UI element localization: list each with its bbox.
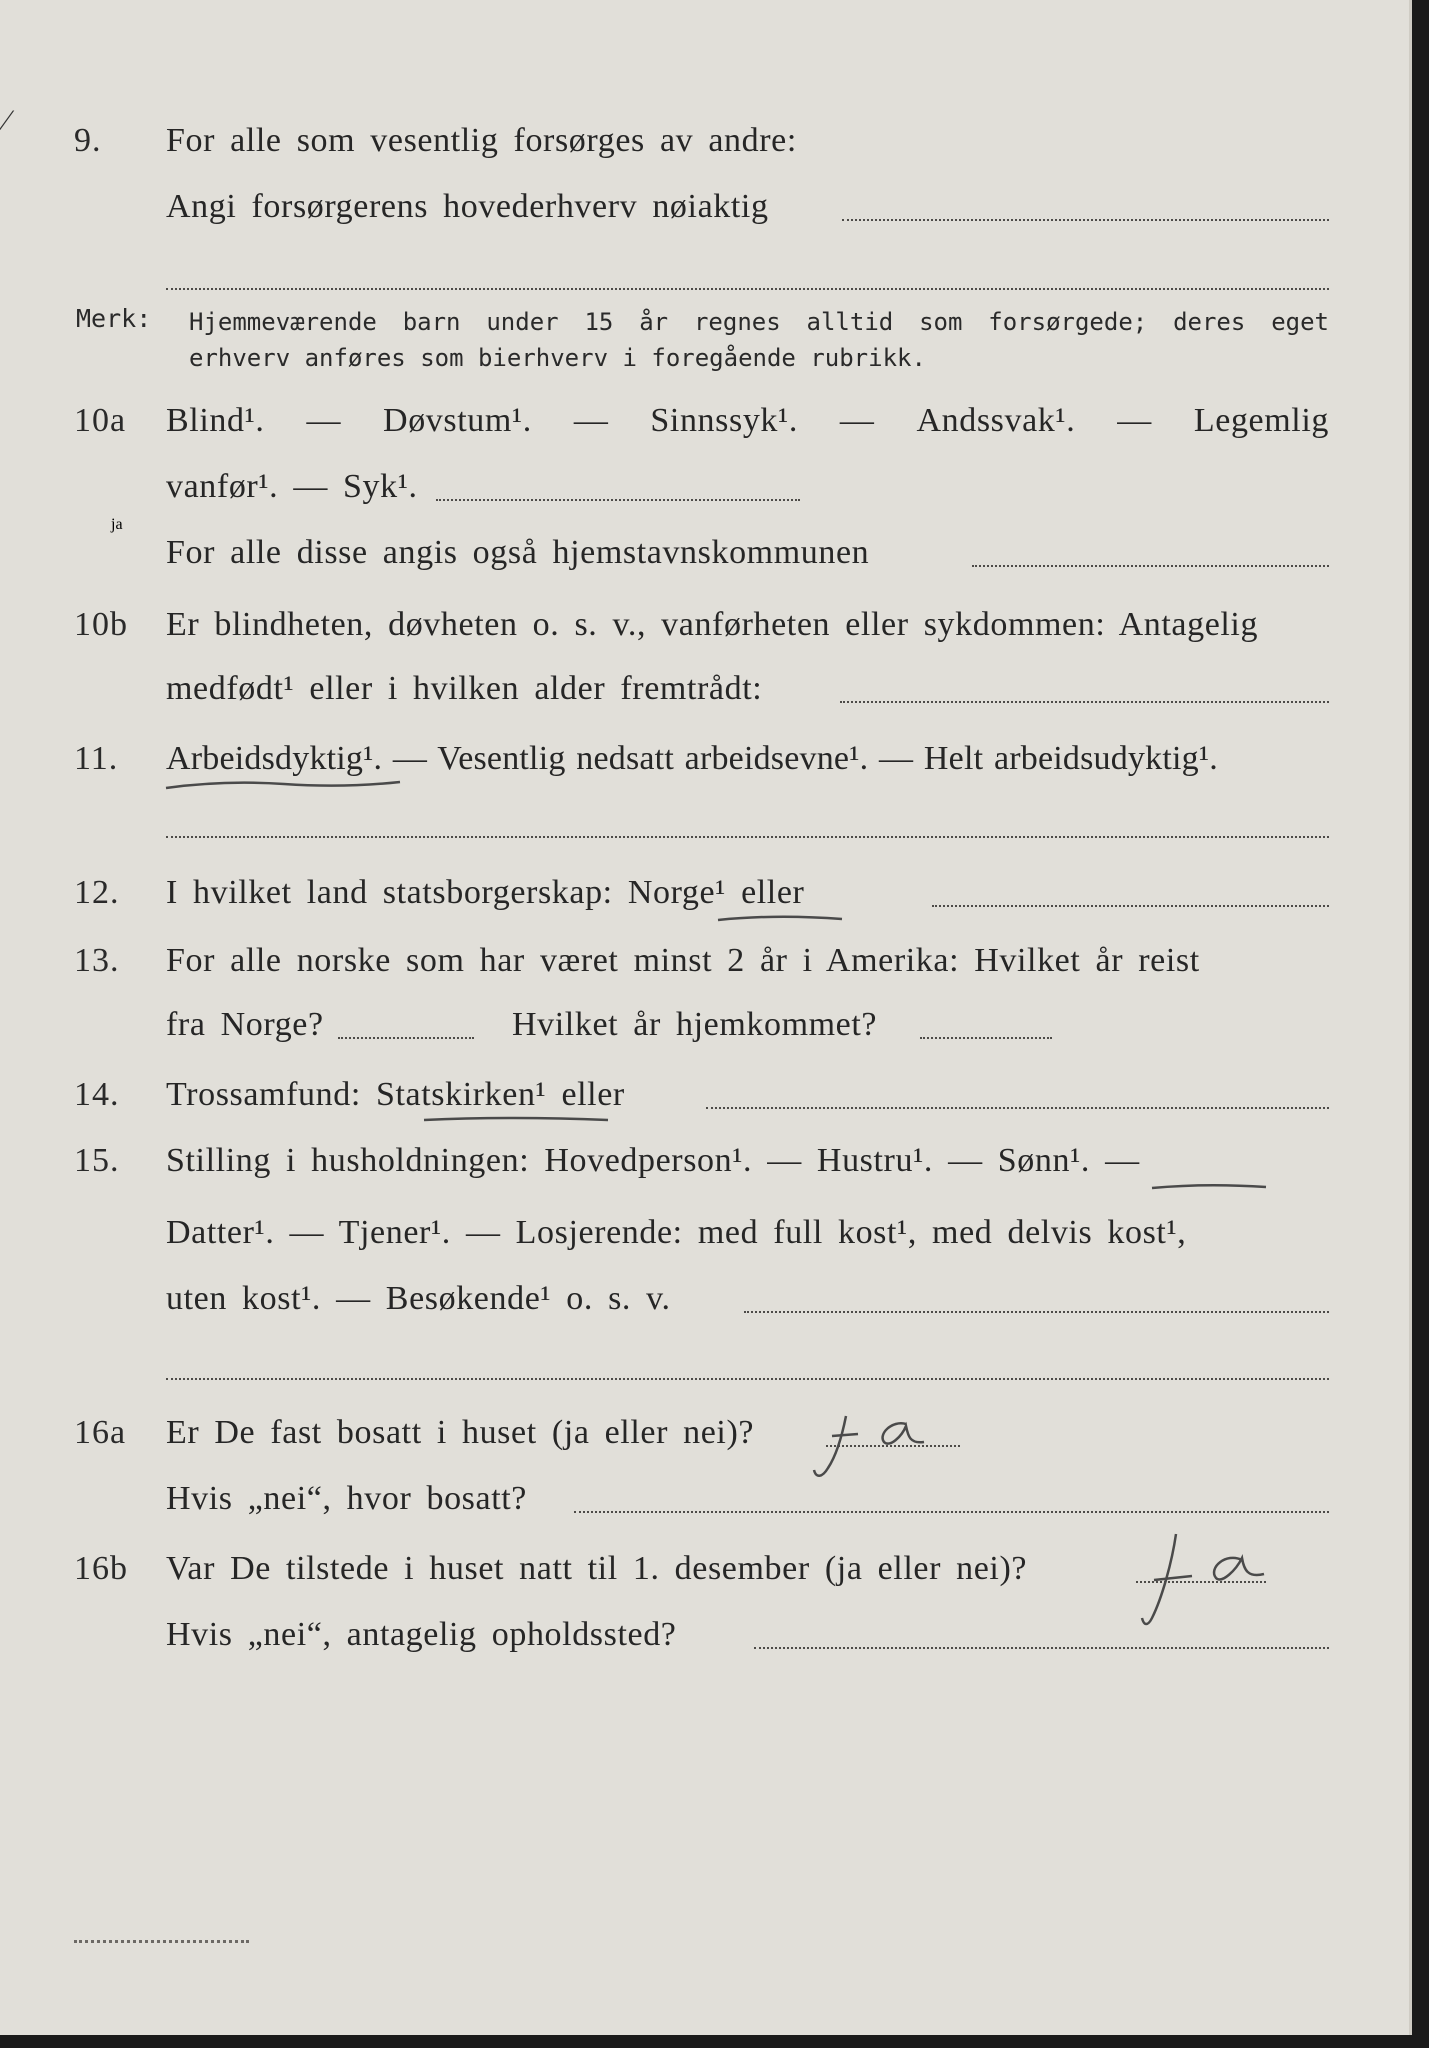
q16a-number: 16a	[74, 1414, 127, 1451]
q16a-text: Er De fast bosatt i huset (ja eller nei)?	[166, 1414, 755, 1451]
q13-number: 13.	[74, 942, 120, 979]
q10a-vanfor-syk[interactable]: vanfør¹. — Syk¹.	[166, 468, 418, 505]
q13-text: For alle norske som har været minst 2 år i Amerika: Hvilket år reist	[166, 942, 1200, 979]
q12-text: I hvilket land statsborgerskap: Norge¹ eller	[166, 874, 805, 911]
q16b-answer-text: ja	[111, 516, 123, 533]
q10b-number: 10b	[74, 606, 128, 643]
q9-number: 9.	[74, 122, 102, 159]
q15-options-3[interactable]: uten kost¹. — Besøkende¹ o. s. v.	[166, 1280, 671, 1317]
q10b-line1	[0, 606, 1409, 646]
q9-answer-field[interactable]	[842, 219, 1329, 221]
q9-text: For alle som vesentlig forsørges av andre:	[166, 122, 797, 159]
margin-mark: ⁄	[4, 104, 10, 137]
q16b-line2	[0, 1616, 1409, 1656]
q15-underline-mark	[1150, 1180, 1270, 1196]
q15-line1	[0, 1142, 1409, 1182]
q9-provider-label: Angi forsørgerens hovederhverv nøiaktig	[166, 188, 769, 225]
option-dovstum[interactable]: Døvstum¹.	[383, 402, 532, 439]
q9-line1	[0, 122, 1409, 162]
dash: —	[306, 402, 342, 439]
q13-return-field[interactable]	[920, 1037, 1052, 1039]
q16a-line2	[0, 1480, 1409, 1520]
q15-line2	[0, 1214, 1409, 1254]
q13-departure-label: fra Norge?	[166, 1006, 324, 1043]
q15-options-2[interactable]: Datter¹. — Tjener¹. — Losjerende: med full kost¹, med delvis kost¹,	[166, 1214, 1187, 1251]
merk-label: Merk:	[76, 304, 152, 333]
q14-underline-mark	[422, 1112, 612, 1128]
q10b-onset-field[interactable]	[840, 701, 1329, 703]
q13-return-label: Hvilket år hjemkommet?	[512, 1006, 878, 1043]
q10a-line3	[0, 534, 1409, 574]
q15-other-field[interactable]	[744, 1311, 1329, 1313]
q10a-line1	[0, 402, 1409, 442]
q16a-residence-field[interactable]	[574, 1511, 1329, 1513]
q11-options[interactable]: Arbeidsdyktig¹. — Vesentlig nedsatt arbeidsevne¹. — Helt arbeidsudyktig¹.	[166, 740, 1218, 777]
q13-line1	[0, 942, 1409, 982]
option-andssvak[interactable]: Andssvak¹.	[916, 402, 1076, 439]
dash: —	[839, 402, 875, 439]
q11-underline-mark	[164, 776, 404, 796]
q15-line3	[0, 1280, 1409, 1320]
q16a-residence-label: Hvis „nei“, hvor bosatt?	[166, 1480, 527, 1517]
q13-departure-field[interactable]	[338, 1037, 474, 1039]
q9-line2	[0, 188, 1409, 228]
q12-underline-mark	[716, 912, 846, 928]
merk-note	[0, 304, 1409, 384]
merk-text: Hjemmeværende barn under 15 år regnes alltid som forsørgede; deres eget erhverv anføres som bierhverv i foregående rubrikk.	[189, 308, 1329, 372]
option-sinnssyk[interactable]: Sinnssyk¹.	[650, 402, 798, 439]
footer-mark	[74, 1940, 249, 1943]
q10a-options	[166, 402, 1329, 440]
q10b-onset-label: medfødt¹ eller i hvilken alder fremtrådt:	[166, 670, 763, 707]
q16b-whereabouts-label: Hvis „nei“, antagelig opholdssted?	[166, 1616, 677, 1653]
q14-faith-field[interactable]	[706, 1107, 1329, 1109]
q10a-hometown-field[interactable]	[972, 565, 1329, 567]
q15-answer-field[interactable]	[166, 1378, 1329, 1380]
q10a-line2	[0, 468, 1409, 508]
q10a-number: 10a	[74, 402, 127, 439]
q10b-line2	[0, 670, 1409, 710]
q10a-hometown-label: For alle disse angis også hjemstavnskommunen	[166, 534, 870, 571]
q14-text: Trossamfund: Statskirken¹ eller	[166, 1076, 625, 1113]
q12-country-field[interactable]	[932, 905, 1329, 907]
dash: —	[573, 402, 609, 439]
q11-answer-field[interactable]	[166, 836, 1329, 838]
q16b-whereabouts-field[interactable]	[754, 1647, 1329, 1649]
q16b-text: Var De tilstede i huset natt til 1. desember (ja eller nei)?	[166, 1550, 1028, 1587]
q11-number: 11.	[74, 740, 119, 777]
dash: —	[1117, 402, 1152, 439]
q16b-number: 16b	[74, 1550, 128, 1587]
option-legemlig[interactable]: Legemlig	[1193, 402, 1329, 439]
q11-line1	[0, 740, 1409, 780]
q9-answer-field-2[interactable]	[166, 288, 1329, 290]
option-blind[interactable]: Blind¹.	[166, 402, 265, 439]
q15-number: 15.	[74, 1142, 120, 1179]
q15-options-1[interactable]: Stilling i husholdningen: Hovedperson¹. — Hustru¹. — Sønn¹. —	[166, 1142, 1140, 1179]
q14-number: 14.	[74, 1076, 120, 1113]
q12-number: 12.	[74, 874, 120, 911]
q13-line2	[0, 1006, 1409, 1046]
q14-line1	[0, 1076, 1409, 1116]
q12-line1	[0, 874, 1409, 914]
q16a-handwritten-answer	[806, 1408, 936, 1484]
q10b-text: Er blindheten, døvheten o. s. v., vanførheten eller sykdommen: Antagelig	[166, 606, 1259, 643]
q10a-syk-field[interactable]	[436, 499, 800, 501]
q16a-line1	[0, 1414, 1409, 1454]
